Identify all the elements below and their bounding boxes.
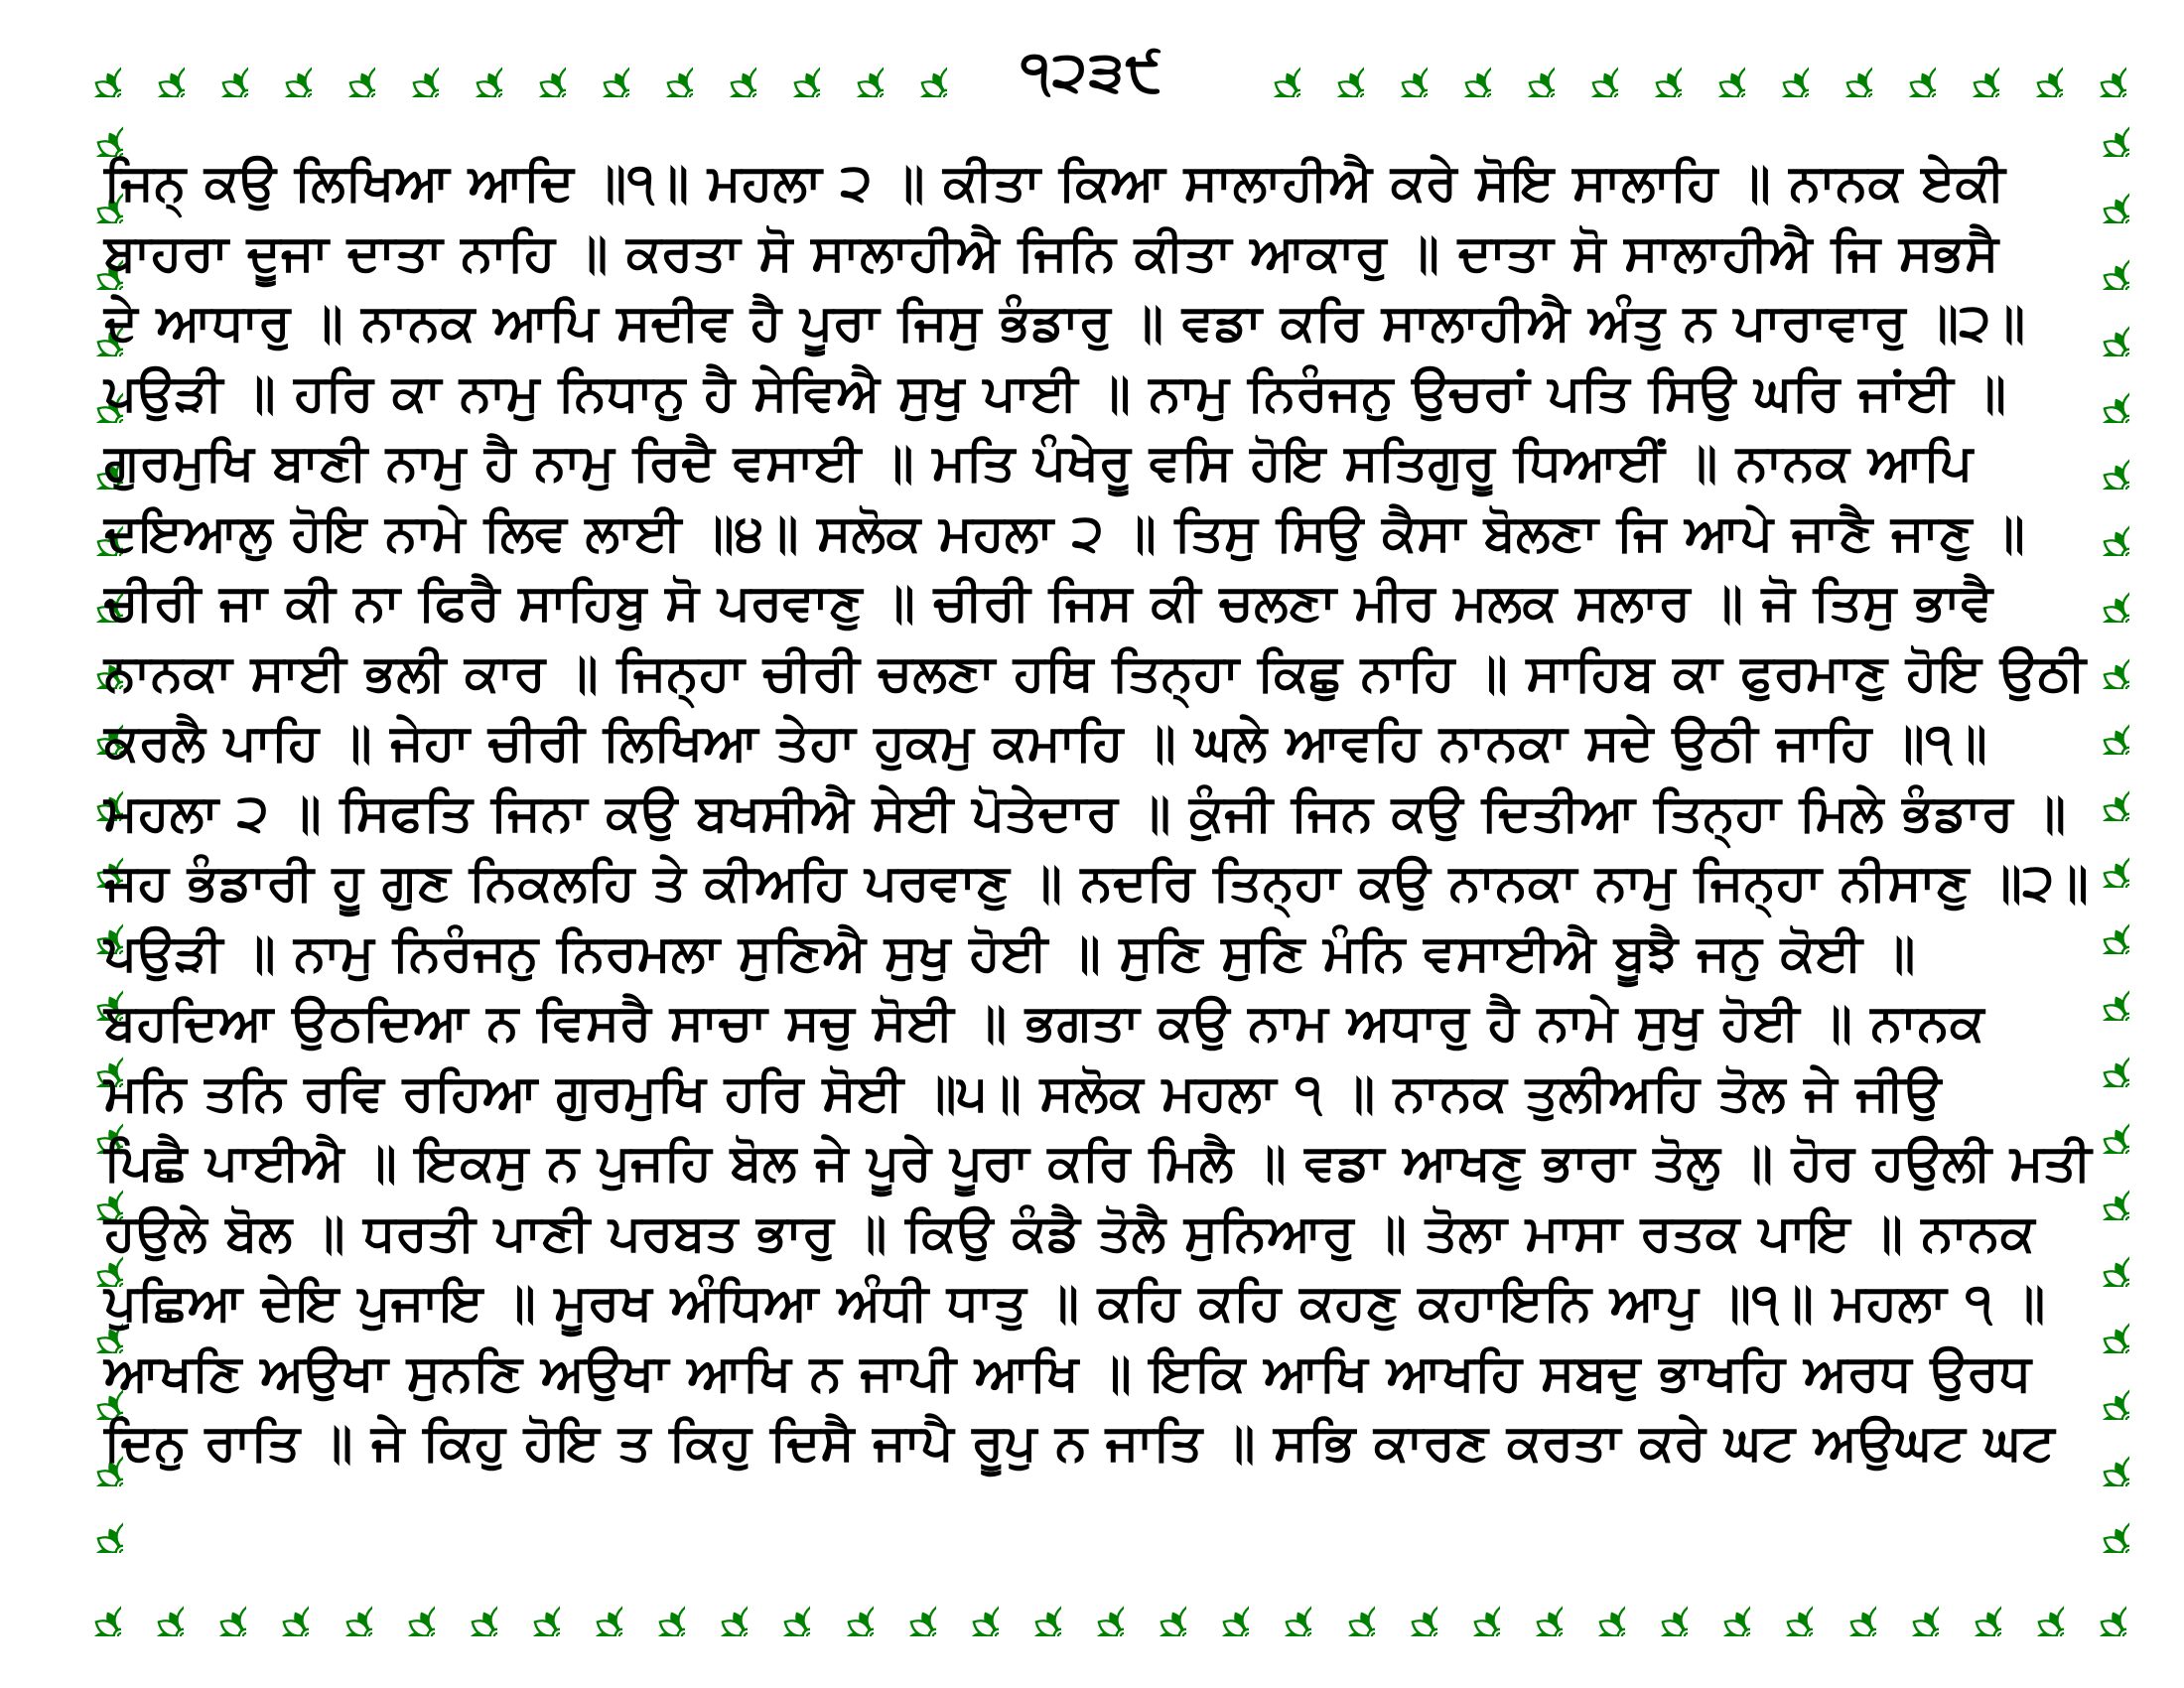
scripture-line: ਪਉੜੀ ॥ ਨਾਮੁ ਨਿਰੰਜਨੁ ਨਿਰਮਲਾ ਸੁਣਿਐ ਸੁਖੁ ਹੋਈ ॥ ਸੁਣਿ ਸੁਣਿ ਮੰਨਿ ਵਸਾਈਐ ਬੂਝੈ ਜਨੁ ਕੋਈ ॥ xyxy=(104,923,1916,983)
flower-icon xyxy=(1938,36,1999,97)
flower-icon xyxy=(1815,1575,1876,1636)
flower-icon xyxy=(1564,1575,1625,1636)
flower-icon xyxy=(1501,1575,1563,1636)
flower-icon xyxy=(1125,1575,1186,1636)
scripture-line: ਗੁਰਮੁਖਿ ਬਾਣੀ ਨਾਮੁ ਹੈ ਨਾਮੁ ਰਿਦੈ ਵਸਾਈ ॥ ਮਤਿ ਪੰਖੇਰੂ ਵਸਿ ਹੋਇ ਸਤਿਗੁਰੂ ਧਿਆਈਂ ॥ ਨਾਨਕ ਆਪਿ xyxy=(104,434,1974,492)
flower-icon xyxy=(686,1575,748,1636)
flower-icon xyxy=(62,1491,123,1553)
flower-icon xyxy=(1187,1575,1249,1636)
flower-icon xyxy=(631,36,693,97)
flower-icon xyxy=(436,1575,497,1636)
flower-icon xyxy=(1000,1575,1061,1636)
scripture-line: ਦਇਆਲੁ ਹੋਇ ਨਾਮੇ ਲਿਵ ਲਾਈ ॥੪॥ ਸਲੋਕ ਮਹਲਾ ੨ ॥ ਤਿਸੁ ਸਿਉ ਕੈਸਾ ਬੋਲਣਾ ਜਿ ਆਪੇ ਜਾਣੈ ਜਾਣੁ ॥ xyxy=(104,503,2026,563)
page-number: ੧੨੩੯ xyxy=(1020,40,1164,104)
flower-icon xyxy=(2068,95,2129,157)
flower-icon xyxy=(886,36,947,97)
scripture-text-block xyxy=(104,149,2093,1479)
flower-icon xyxy=(1493,36,1555,97)
flower-icon xyxy=(1626,1575,1688,1636)
border-bottom-flowers xyxy=(60,1575,2126,1636)
flower-icon xyxy=(1877,1575,1939,1636)
flower-icon xyxy=(875,1575,936,1636)
flower-icon xyxy=(2065,1575,2126,1636)
scripture-line: ਜਿਨ੍ ਕਉ ਲਿਖਿਆ ਆਦਿ ॥੧॥ ਮਹਲਾ ੨ ॥ ਕੀਤਾ ਕਿਆ ਸਾਲਾਹੀਐ ਕਰੇ ਸੋਇ ਸਾਲਾਹਿ ॥ ਨਾਨਕ ਏਕੀ xyxy=(104,154,2006,212)
flower-icon xyxy=(1940,1575,2001,1636)
scripture-line: ਕਰਲੈ ਪਾਹਿ ॥ ਜੇਹਾ ਚੀਰੀ ਲਿਖਿਆ ਤੇਹਾ ਹੁਕਮੁ ਕਮਾਹਿ ॥ ਘਲੇ ਆਵਹਿ ਨਾਨਕਾ ਸਦੇ ਉਠੀ ਜਾਹਿ ॥੧॥ xyxy=(104,714,1988,773)
flower-icon xyxy=(1366,36,1428,97)
flower-icon xyxy=(373,1575,435,1636)
scripture-line: ਪਿਛੈ ਪਾਈਐ ॥ ਇਕਸੁ ਨ ਪੁਜਹਿ ਬੋਲ ਜੇ ਪੂਰੇ ਪੂਰਾ ਕਰਿ ਮਿਲੈ ॥ ਵਡਾ ਆਖਣੁ ਭਾਰਾ ਤੋਲੁ ॥ ਹੋਰ ਹਉਲੀ ਮਤੀ xyxy=(104,1134,2093,1193)
scripture-line: ਪੁਛਿਆ ਦੇਇ ਪੁਜਾਇ ॥ ਮੂਰਖ ਅੰਧਿਆ ਅੰਧੀ ਧਾਤੁ ॥ ਕਹਿ ਕਹਿ ਕਹਣੁ ਕਹਾਇਨਿ ਆਪੁ ॥੧॥ ਮਹਲਾ ੧ ॥ xyxy=(104,1274,2046,1333)
scripture-line: ਦਿਨੁ ਰਾਤਿ ॥ ਜੇ ਕਿਹੁ ਹੋਇ ਤ ਕਿਹੁ ਦਿਸੈ ਜਾਪੈ ਰੂਪੁ ਨ ਜਾਤਿ ॥ ਸਭਿ ਕਾਰਣ ਕਰਤਾ ਕਰੇ ਘਟ ਅਉਘਟ ਘਟ xyxy=(104,1414,2056,1473)
scripture-line: ਜਹ ਭੰਡਾਰੀ ਹੂ ਗੁਣ ਨਿਕਲਹਿ ਤੇ ਕੀਅਹਿ ਪਰਵਾਣੁ ॥ ਨਦਰਿ ਤਿਨ੍ਹਾ ਕਉ ਨਾਨਕਾ ਨਾਮੁ ਜਿਨ੍ਹਾ ਨੀਸਾਣੁ ॥੨॥ xyxy=(104,854,2090,913)
flower-icon xyxy=(1313,1575,1375,1636)
flower-icon xyxy=(122,1575,184,1636)
scripture-line: ਪਉੜੀ ॥ ਹਰਿ ਕਾ ਨਾਮੁ ਨਿਧਾਨੁ ਹੈ ਸੇਵਿਐ ਸੁਖੁ ਪਾਈ ॥ ਨਾਮੁ ਨਿਰੰਜਨੁ ਉਚਰਾਂ ਪਤਿ ਸਿਉ ਘਰਿ ਜਾਂਈ ॥ xyxy=(104,363,2007,423)
flower-icon xyxy=(1620,36,1682,97)
flower-icon xyxy=(60,1575,121,1636)
flower-icon xyxy=(1811,36,1872,97)
flower-icon xyxy=(441,36,502,97)
flower-icon xyxy=(311,1575,372,1636)
flower-icon xyxy=(250,36,312,97)
flower-icon xyxy=(1250,1575,1311,1636)
border-top-right-flowers xyxy=(1239,36,2126,97)
scripture-line: ਬਾਹਰਾ ਦੂਜਾ ਦਾਤਾ ਨਾਹਿ ॥ ਕਰਤਾ ਸੋ ਸਾਲਾਹੀਐ ਜਿਨਿ ਕੀਤਾ ਆਕਾਰੁ ॥ ਦਾਤਾ ਸੋ ਸਾਲਾਹੀਐ ਜਿ ਸਭਸੈ xyxy=(104,223,1999,283)
flower-icon xyxy=(504,36,566,97)
flower-icon xyxy=(2068,1491,2129,1553)
flower-icon xyxy=(60,36,121,97)
flower-icon xyxy=(2001,36,2063,97)
flower-icon xyxy=(623,1575,685,1636)
scripture-line: ਆਖਣਿ ਅਉਖਾ ਸੁਨਣਿ ਅਉਖਾ ਆਖਿ ਨ ਜਾਪੀ ਆਖਿ ॥ ਇਕਿ ਆਖਿ ਆਖਹਿ ਸਬਦੁ ਭਾਖਹਿ ਅਰਧ ਉਰਧ xyxy=(104,1343,2032,1403)
flower-icon xyxy=(1239,36,1300,97)
flower-icon xyxy=(758,36,820,97)
flower-icon xyxy=(1557,36,1618,97)
flower-icon xyxy=(1376,1575,1437,1636)
flower-icon xyxy=(314,36,375,97)
border-top-left-flowers xyxy=(60,36,947,97)
flower-icon xyxy=(561,1575,622,1636)
flower-icon xyxy=(1689,1575,1750,1636)
flower-icon xyxy=(1438,1575,1500,1636)
flower-icon xyxy=(247,1575,309,1636)
flower-icon xyxy=(377,36,439,97)
scripture-line: ਬਹਦਿਆ ਉਠਦਿਆ ਨ ਵਿਸਰੈ ਸਾਚਾ ਸਚੁ ਸੋਈ ॥ ਭਗਤਾ ਕਉ ਨਾਮ ਅਧਾਰੁ ਹੈ ਨਾਮੇ ਸੁਖੁ ਹੋਈ ॥ ਨਾਨਕ xyxy=(104,994,1985,1053)
flower-icon xyxy=(822,36,884,97)
scripture-line: ਮਹਲਾ ੨ ॥ ਸਿਫਤਿ ਜਿਨਾ ਕਉ ਬਖਸੀਐ ਸੇਈ ਪੋਤੇਦਾਰ ॥ ਕੁੰਜੀ ਜਿਨ ਕਉ ਦਿਤੀਆ ਤਿਨ੍ਹਾ ਮਿਲੇ ਭੰਡਾਰ ॥ xyxy=(104,783,2067,843)
scripture-line: ਨਾਨਕਾ ਸਾਈ ਭਲੀ ਕਾਰ ॥ ਜਿਨ੍ਹਾ ਚੀਰੀ ਚਲਣਾ ਹਥਿ ਤਿਨ੍ਹਾ ਕਿਛੁ ਨਾਹਿ ॥ ਸਾਹਿਬ ਕਾ ਫੁਰਮਾਣੁ ਹੋਇ ਉਠੀ xyxy=(104,643,2087,703)
flower-icon xyxy=(1874,36,1936,97)
flower-icon xyxy=(187,36,248,97)
scripture-line: ਚੀਰੀ ਜਾ ਕੀ ਨਾ ਫਿਰੈ ਸਾਹਿਬੁ ਸੋ ਪਰਵਾਣੁ ॥ ਚੀਰੀ ਜਿਸ ਕੀ ਚਲਣਾ ਮੀਰ ਮਲਕ ਸਲਾਰ ॥ ਜੋ ਤਿਸੁ ਭਾਵੈ xyxy=(104,574,1993,633)
flower-icon xyxy=(568,36,629,97)
flower-icon xyxy=(123,36,185,97)
scripture-line: ਮਨਿ ਤਨਿ ਰਵਿ ਰਹਿਆ ਗੁਰਮੁਖਿ ਹਰਿ ਸੋਈ ॥੫॥ ਸਲੋਕ ਮਹਲਾ ੧ ॥ ਨਾਨਕ ਤੁਲੀਅਹਿ ਤੋਲ ਜੇ ਜੀਉ xyxy=(104,1063,1942,1123)
flower-icon xyxy=(937,1575,999,1636)
flower-icon xyxy=(1430,36,1491,97)
flower-icon xyxy=(695,36,756,97)
flower-icon xyxy=(1747,36,1809,97)
flower-icon xyxy=(62,95,123,157)
flower-icon xyxy=(749,1575,810,1636)
flower-icon xyxy=(1302,36,1364,97)
flower-icon xyxy=(498,1575,560,1636)
flower-icon xyxy=(1062,1575,1124,1636)
scripture-line: ਦੇ ਆਧਾਰੁ ॥ ਨਾਨਕ ਆਪਿ ਸਦੀਵ ਹੈ ਪੂਰਾ ਜਿਸੁ ਭੰਡਾਰੁ ॥ ਵਡਾ ਕਰਿ ਸਾਲਾਹੀਐ ਅੰਤੁ ਨ ਪਾਰਾਵਾਰੁ ॥੨॥ xyxy=(104,294,2026,352)
flower-icon xyxy=(812,1575,874,1636)
flower-icon xyxy=(185,1575,246,1636)
scripture-line: ਹਉਲੇ ਬੋਲ ॥ ਧਰਤੀ ਪਾਣੀ ਪਰਬਤ ਭਾਰੁ ॥ ਕਿਉ ਕੰਡੈ ਤੋਲੈ ਸੁਨਿਆਰੁ ॥ ਤੋਲਾ ਮਾਸਾ ਰਤਕ ਪਾਇ ॥ ਨਾਨਕ xyxy=(104,1203,2036,1263)
flower-icon xyxy=(2065,36,2126,97)
flower-icon xyxy=(1684,36,1745,97)
flower-icon xyxy=(2002,1575,2064,1636)
flower-icon xyxy=(1751,1575,1813,1636)
